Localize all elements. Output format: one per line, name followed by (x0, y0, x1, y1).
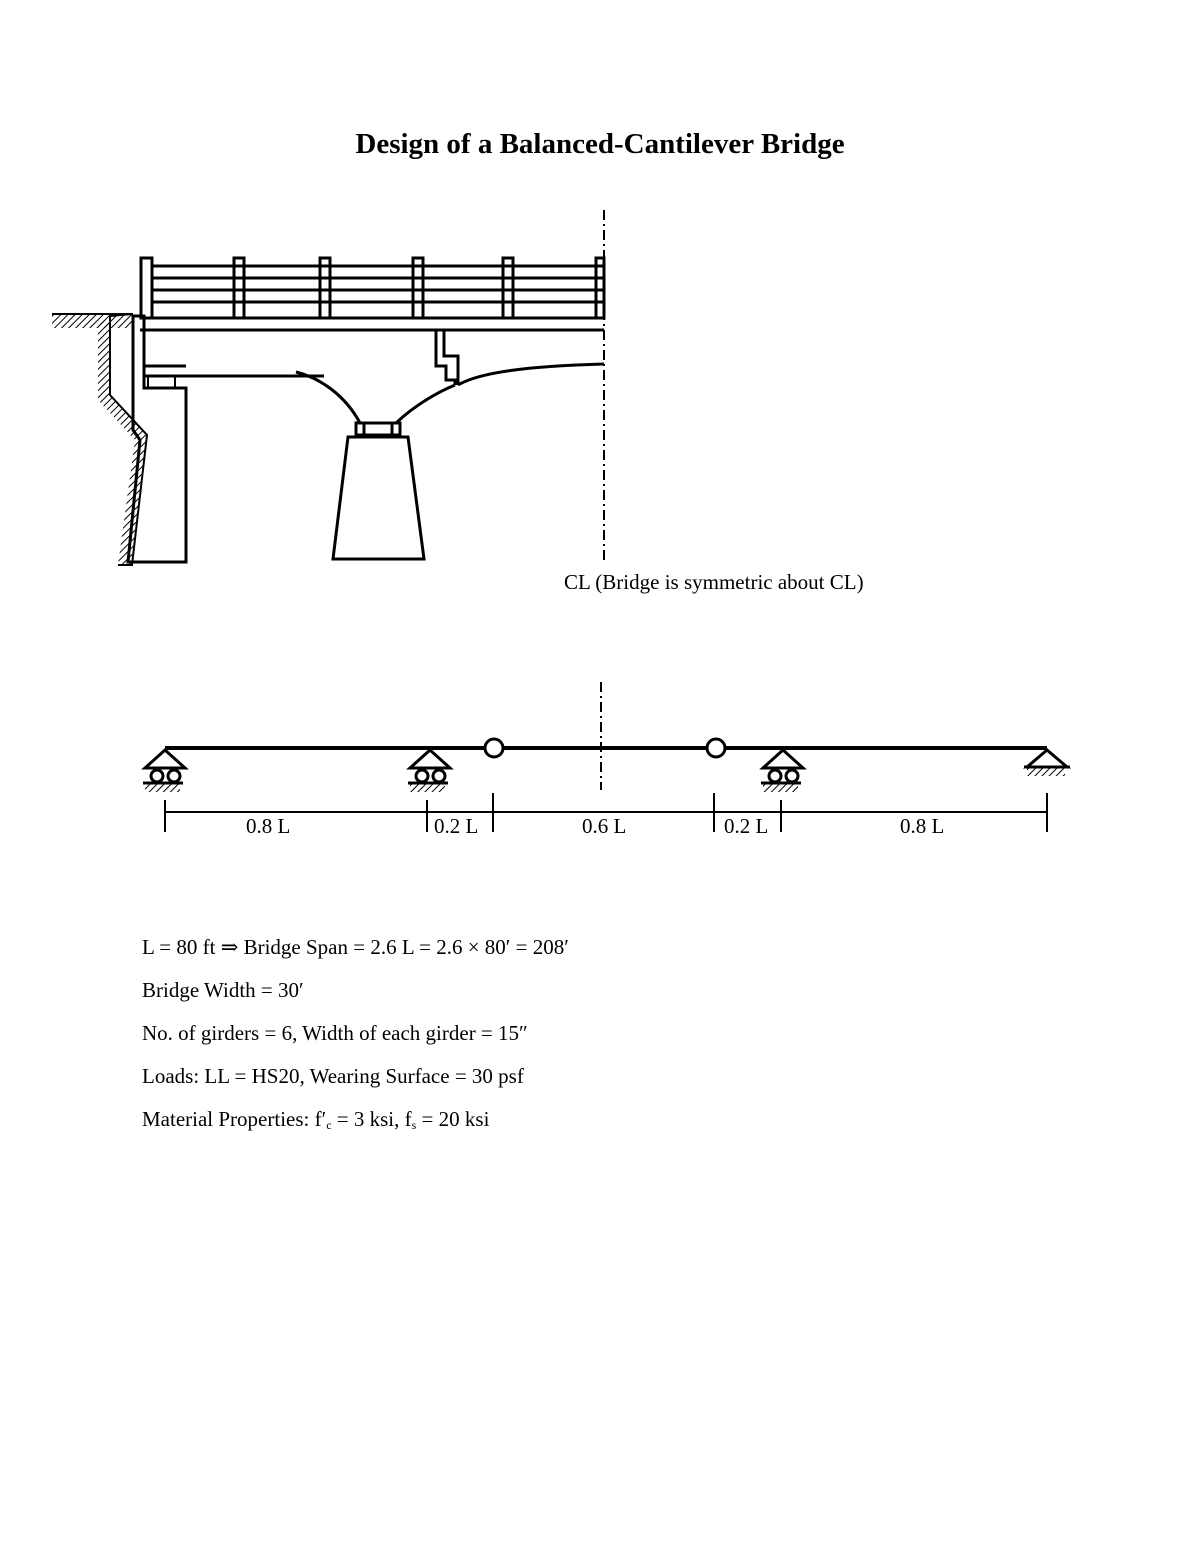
span-label-4: 0.2 L (724, 814, 769, 838)
hinge-right (707, 739, 725, 757)
centerline-caption: CL (Bridge is symmetric about CL) (564, 570, 864, 594)
span-label-1: 0.8 L (246, 814, 291, 838)
ground-abutment (52, 314, 186, 565)
bridge-elevation-diagram (40, 200, 640, 580)
spec-materials-sub-c: c (326, 1118, 332, 1132)
page-title: Design of a Balanced-Cantilever Bridge (355, 128, 845, 160)
spec-list (142, 936, 569, 1151)
spec-loads: Loads: LL = HS20, Wearing Surface = 30 psf (142, 1064, 524, 1088)
cantilever-girder (296, 330, 604, 423)
spec-materials-prefix: Material Properties: f′ (142, 1107, 327, 1131)
roller-support-2 (408, 750, 450, 792)
spec-span: L = 80 ft ⇒ Bridge Span = 2.6 L = 2.6 × 80′ = 208′ (142, 935, 569, 959)
span-label-3: 0.6 L (582, 814, 627, 838)
spec-materials (142, 1108, 569, 1131)
spec-materials-mid: = 3 ksi, f (331, 1107, 412, 1131)
hinge-left (485, 739, 503, 757)
roller-support-1 (143, 750, 185, 792)
railing (141, 258, 604, 318)
spec-girders: No. of girders = 6, Width of each girder = 15″ (142, 1021, 528, 1045)
pin-support (1024, 750, 1070, 776)
span-label-5: 0.8 L (900, 814, 945, 838)
spec-materials-sub-s: s (411, 1118, 417, 1132)
spec-materials-suffix: = 20 ksi (416, 1107, 490, 1131)
pier (333, 423, 424, 559)
roller-support-3 (761, 750, 803, 792)
span-label-2: 0.2 L (434, 814, 479, 838)
spec-width: Bridge Width = 30′ (142, 978, 304, 1002)
